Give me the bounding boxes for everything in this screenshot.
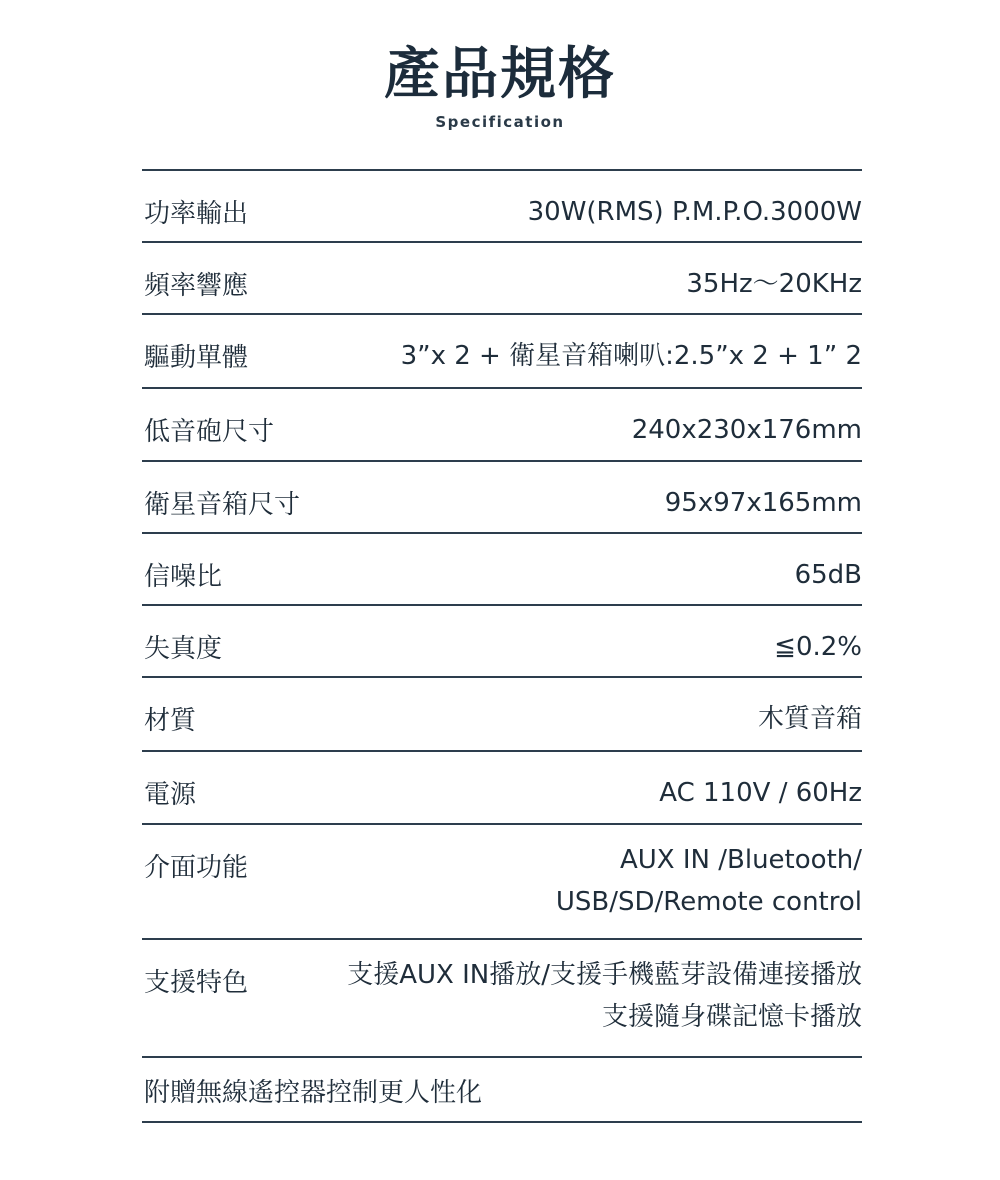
spec-row-snr <box>142 532 862 604</box>
spec-value: 30W(RMS) P.M.P.O.3000W <box>527 197 862 227</box>
spec-row-footer-note <box>142 1056 862 1123</box>
spec-label: 信噪比 <box>144 562 223 592</box>
spec-label: 支援特色 <box>144 968 249 998</box>
page-title: 產品規格 <box>384 42 616 107</box>
spec-value: 65dB <box>794 560 862 590</box>
spec-value-line2: 支援隨身碟記憶卡播放 <box>601 1002 862 1032</box>
spec-row-subwoofer-size <box>142 387 862 460</box>
spec-row-features <box>142 938 862 1056</box>
spec-row-interfaces <box>142 823 862 938</box>
spec-value: ≦0.2% <box>774 632 862 662</box>
spec-label: 驅動單體 <box>144 343 249 373</box>
footer-note: 附贈無線遙控器控制更人性化 <box>144 1078 483 1108</box>
spec-value: 95x97x165mm <box>664 488 862 518</box>
spec-row-frequency-response <box>142 241 862 313</box>
spec-value: 240x230x176mm <box>631 415 862 445</box>
spec-label: 電源 <box>144 780 197 810</box>
spec-label: 功率輸出 <box>144 199 249 229</box>
spec-value: 35Hz～20KHz <box>686 269 862 299</box>
spec-label: 頻率響應 <box>144 271 249 301</box>
spec-value: 3”x 2 + 衛星音箱喇叭:2.5”x 2 + 1” 2 <box>400 341 862 371</box>
spec-label: 失真度 <box>144 634 223 664</box>
spec-row-satellite-size <box>142 460 862 532</box>
spec-label: 低音砲尺寸 <box>144 417 275 447</box>
spec-row-power-supply <box>142 750 862 823</box>
spec-row-material <box>142 676 862 750</box>
spec-value-line2: USB/SD/Remote control <box>555 887 862 917</box>
page-subtitle: Specification <box>435 113 565 131</box>
spec-value: 木質音箱 <box>757 704 862 734</box>
spec-value-line1: AUX IN /Bluetooth/ <box>619 845 862 875</box>
spec-row-distortion <box>142 604 862 676</box>
spec-value: AC 110V / 60Hz <box>659 778 862 808</box>
spec-table <box>142 169 862 1123</box>
spec-label: 衛星音箱尺寸 <box>144 490 301 520</box>
spec-row-power-output <box>142 169 862 241</box>
spec-row-drivers <box>142 313 862 387</box>
spec-value-line1: 支援AUX IN播放/支援手機藍芽設備連接播放 <box>347 960 862 990</box>
spec-label: 介面功能 <box>144 853 249 883</box>
spec-label: 材質 <box>144 706 197 736</box>
